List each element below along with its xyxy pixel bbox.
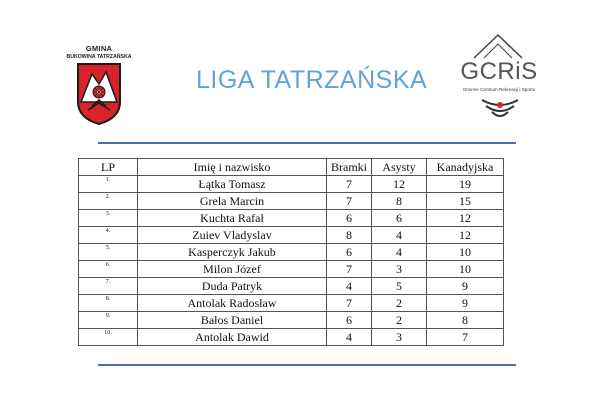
- header-lp: LP: [79, 159, 138, 176]
- row-name: Zuiev Vladyslav: [138, 227, 327, 244]
- row-lp: 6.: [79, 261, 138, 278]
- row-points: 9: [427, 295, 504, 312]
- row-goals: 7: [327, 295, 372, 312]
- gmina-crest: [50, 37, 148, 133]
- row-name: Antolak Dawid: [138, 329, 327, 346]
- row-points: 7: [427, 329, 504, 346]
- table-row: [79, 193, 504, 210]
- header-assists: Asysty: [372, 159, 427, 176]
- row-name: Grela Marcin: [138, 193, 327, 210]
- row-lp: 5.: [79, 244, 138, 261]
- row-points: 9: [427, 278, 504, 295]
- table-row: [79, 329, 504, 346]
- table-row: [79, 278, 504, 295]
- row-points: 12: [427, 227, 504, 244]
- header-points: Kanadyjska: [427, 159, 504, 176]
- row-name: Kasperczyk Jakub: [138, 244, 327, 261]
- row-goals: 6: [327, 312, 372, 329]
- row-goals: 4: [327, 329, 372, 346]
- row-goals: 6: [327, 210, 372, 227]
- row-name: Duda Patryk: [138, 278, 327, 295]
- row-points: 10: [427, 261, 504, 278]
- row-goals: 7: [327, 176, 372, 193]
- row-assists: 4: [372, 244, 427, 261]
- row-points: 15: [427, 193, 504, 210]
- divider-top: [98, 142, 516, 144]
- logo-subtitle: Gminne Centrum Rekreacji i Sportu: [462, 87, 536, 92]
- row-name: Bałos Daniel: [138, 312, 327, 329]
- header-name: Imię i nazwisko: [138, 159, 327, 176]
- divider-bottom: [98, 364, 516, 366]
- row-assists: 3: [372, 261, 427, 278]
- row-lp: 2.: [79, 193, 138, 210]
- row-lp: 10.: [79, 329, 138, 346]
- header-goals: Bramki: [327, 159, 372, 176]
- table-row: [79, 244, 504, 261]
- table-row: [79, 176, 504, 193]
- row-points: 10: [427, 244, 504, 261]
- row-lp: 1.: [79, 176, 138, 193]
- row-lp: 9.: [79, 312, 138, 329]
- table-header-row: [79, 159, 504, 176]
- row-lp: 3.: [79, 210, 138, 227]
- page-title: LIGA TATRZAŃSKA: [196, 66, 428, 94]
- row-points: 8: [427, 312, 504, 329]
- table-row: [79, 261, 504, 278]
- row-goals: 6: [327, 244, 372, 261]
- row-name: Milon Józef: [138, 261, 327, 278]
- row-goals: 8: [327, 227, 372, 244]
- logo-wordmark: GCRiS: [460, 58, 538, 85]
- row-assists: 2: [372, 295, 427, 312]
- table-row: [79, 210, 504, 227]
- row-points: 12: [427, 210, 504, 227]
- row-name: Antolak Radosław: [138, 295, 327, 312]
- row-lp: 4.: [79, 227, 138, 244]
- row-lp: 7.: [79, 278, 138, 295]
- row-assists: 3: [372, 329, 427, 346]
- row-assists: 12: [372, 176, 427, 193]
- highlander-ornament-icon: [478, 96, 522, 122]
- row-assists: 4: [372, 227, 427, 244]
- row-points: 19: [427, 176, 504, 193]
- row-goals: 7: [327, 193, 372, 210]
- table-row: [79, 312, 504, 329]
- row-lp: 8.: [79, 295, 138, 312]
- scoring-table: [78, 158, 504, 346]
- row-assists: 5: [372, 278, 427, 295]
- mountain-peak-icon: [470, 32, 526, 60]
- row-name: Łątka Tomasz: [138, 176, 327, 193]
- row-assists: 2: [372, 312, 427, 329]
- table-row: [79, 227, 504, 244]
- row-assists: 6: [372, 210, 427, 227]
- crest-line2: BUKOWINA TATRZAŃSKA: [66, 54, 132, 60]
- crest-line1: GMINA: [85, 44, 113, 53]
- mountain-shield-crest-icon: [76, 62, 122, 126]
- row-goals: 4: [327, 278, 372, 295]
- row-assists: 8: [372, 193, 427, 210]
- row-name: Kuchta Rafał: [138, 210, 327, 227]
- table-row: [79, 295, 504, 312]
- row-goals: 7: [327, 261, 372, 278]
